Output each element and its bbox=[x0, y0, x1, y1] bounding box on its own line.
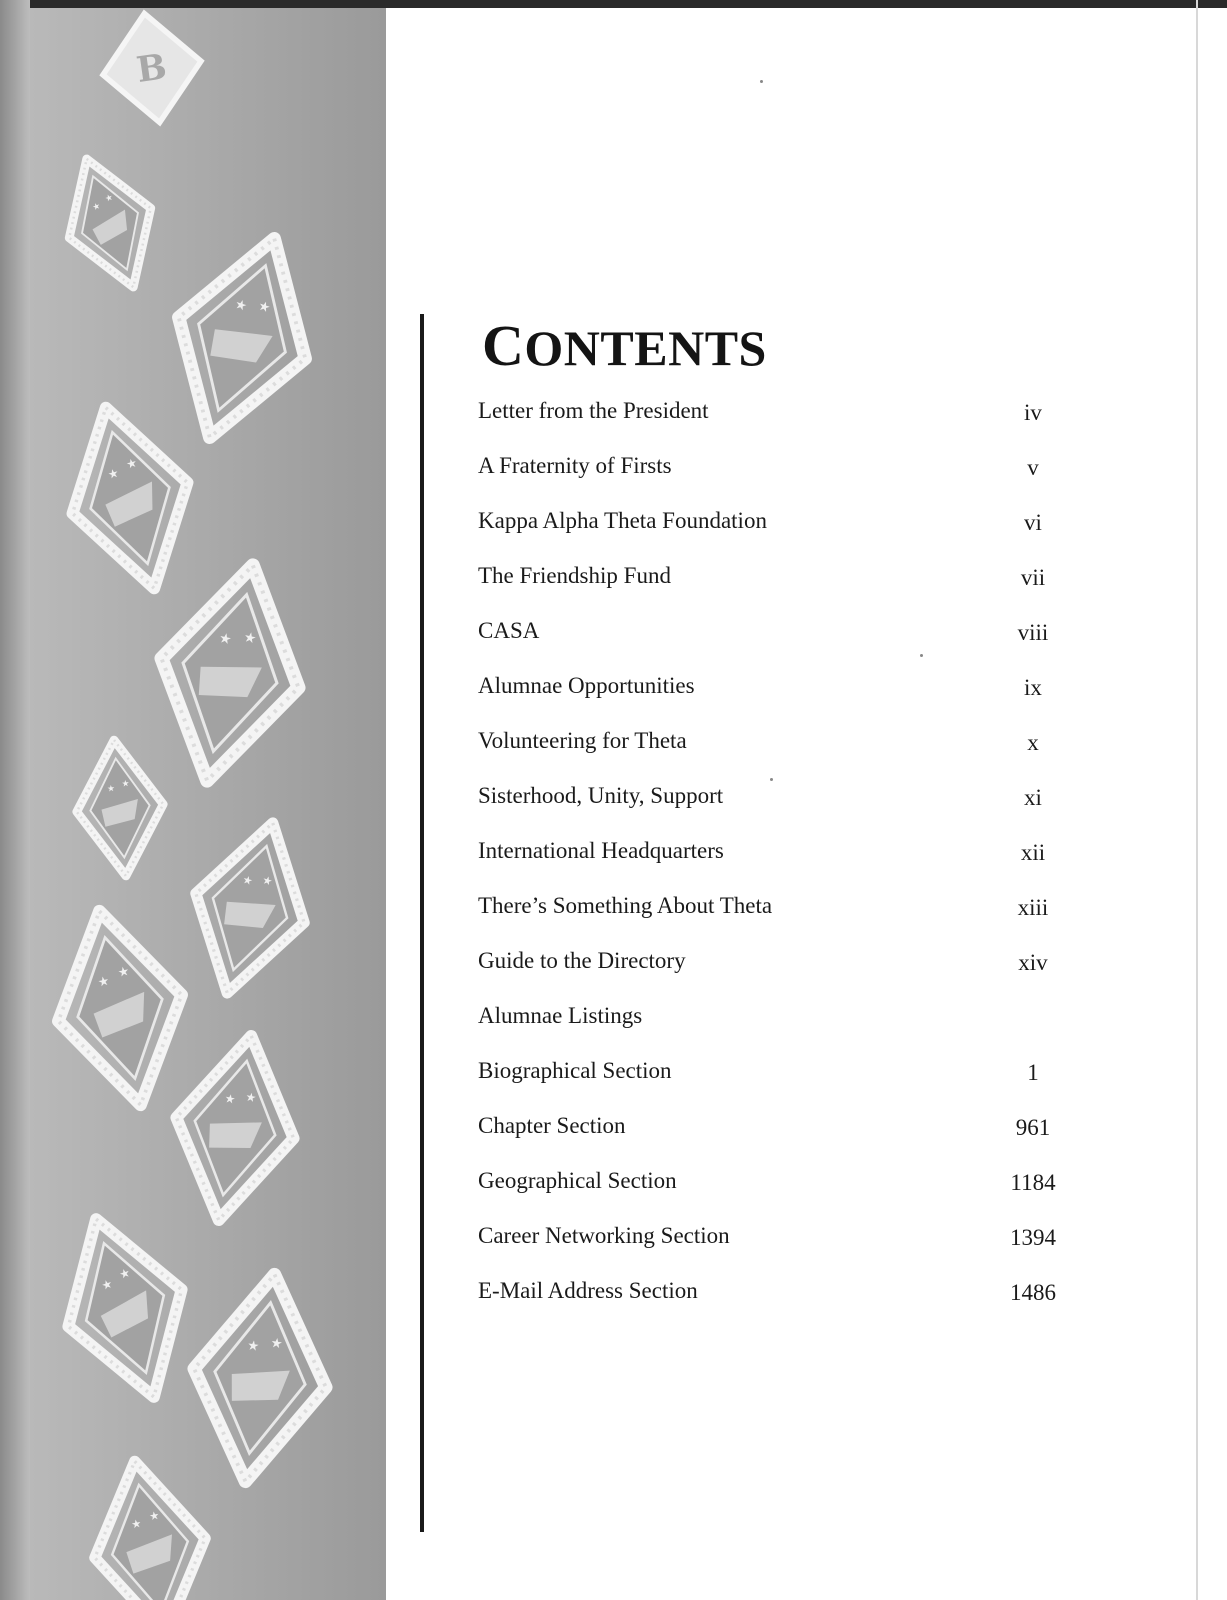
toc-entry bbox=[478, 618, 1078, 673]
scan-speck bbox=[770, 778, 773, 781]
badge-pin-icon bbox=[95, 8, 208, 129]
badge-pin-icon bbox=[71, 736, 169, 879]
badge-pin-icon bbox=[173, 809, 327, 1008]
toc-entry-label: Chapter Section bbox=[478, 1113, 626, 1138]
toc-entry-label: Biographical Section bbox=[478, 1058, 672, 1083]
badge-pin-icon bbox=[38, 898, 202, 1118]
toc-entry bbox=[478, 783, 1078, 838]
toc-entry-page: xiv bbox=[1018, 950, 1048, 975]
table-of-contents bbox=[478, 398, 1078, 1333]
decorative-sidebar bbox=[30, 8, 386, 1600]
toc-entry-label: Volunteering for Theta bbox=[478, 728, 687, 753]
toc-entry-label: CASA bbox=[478, 618, 540, 643]
scan-top-edge bbox=[0, 0, 1227, 8]
toc-entry bbox=[478, 948, 1078, 1003]
toc-entry-page: 1 bbox=[1027, 1060, 1039, 1085]
toc-entry-label: The Friendship Fund bbox=[478, 563, 671, 588]
toc-entry bbox=[478, 508, 1078, 563]
badge-pin-icon bbox=[46, 144, 174, 302]
toc-entry bbox=[478, 893, 1078, 948]
page-title-text: ONTENTS bbox=[524, 320, 767, 376]
toc-entry-label: Letter from the President bbox=[478, 398, 709, 423]
vertical-rule bbox=[420, 314, 424, 1532]
scan-speck bbox=[760, 80, 763, 83]
toc-entry-label: Career Networking Section bbox=[478, 1223, 730, 1248]
badge-pin-icon bbox=[160, 1026, 310, 1231]
toc-entry-label: E-Mail Address Section bbox=[478, 1278, 698, 1303]
toc-entry bbox=[478, 1058, 1078, 1113]
toc-entry bbox=[478, 1223, 1078, 1278]
toc-entry-label: Geographical Section bbox=[478, 1168, 677, 1193]
badge-pin-icon bbox=[146, 218, 337, 458]
toc-entry bbox=[478, 728, 1078, 783]
toc-entry-page: iv bbox=[1024, 400, 1042, 425]
toc-entry-page: xi bbox=[1024, 785, 1042, 810]
badge-pin-icon bbox=[48, 392, 211, 603]
badge-pin-icon bbox=[139, 551, 322, 795]
badge-pins-illustration bbox=[30, 8, 386, 1600]
badge-pin-icon bbox=[80, 1452, 221, 1600]
page-title: CONTENTS bbox=[482, 313, 767, 378]
toc-entry-label: Alumnae Listings bbox=[478, 1003, 643, 1028]
toc-entry-label: Guide to the Directory bbox=[478, 948, 686, 973]
svg-text:B: B bbox=[133, 46, 170, 92]
scan-spine-shadow bbox=[0, 0, 30, 1600]
toc-entry bbox=[478, 453, 1078, 508]
toc-entry-page: vi bbox=[1024, 510, 1042, 535]
toc-entry-page: vii bbox=[1020, 565, 1046, 590]
toc-entry-page: xii bbox=[1020, 840, 1046, 865]
toc-entry-page: 1184 bbox=[1010, 1170, 1056, 1195]
badge-pin-icon bbox=[40, 1201, 211, 1416]
toc-entry bbox=[478, 673, 1078, 728]
toc-entry-label: There’s Something About Theta bbox=[478, 893, 773, 918]
toc-entry bbox=[478, 563, 1078, 618]
toc-entry bbox=[478, 398, 1078, 453]
toc-entry bbox=[478, 838, 1078, 893]
toc-entry-page: v bbox=[1027, 455, 1039, 480]
toc-entry-page: 1394 bbox=[1010, 1225, 1056, 1250]
toc-entry-page: 961 bbox=[1015, 1115, 1051, 1140]
toc-entry bbox=[478, 1168, 1078, 1223]
toc-entry-page: ix bbox=[1024, 675, 1042, 700]
toc-entry-label: International Headquarters bbox=[478, 838, 724, 863]
toc-entry bbox=[478, 1278, 1078, 1333]
toc-entry-label: Sisterhood, Unity, Support bbox=[478, 783, 724, 808]
toc-entry-label: A Fraternity of Firsts bbox=[478, 453, 672, 478]
toc-entry-label: Alumnae Opportunities bbox=[478, 673, 695, 698]
toc-entry bbox=[478, 1003, 1078, 1058]
toc-entry-page: 1486 bbox=[1010, 1280, 1056, 1305]
toc-entry bbox=[478, 1113, 1078, 1168]
toc-entry-label: Kappa Alpha Theta Foundation bbox=[478, 508, 767, 533]
toc-entry-page: x bbox=[1027, 730, 1039, 755]
page-fold-line bbox=[1196, 0, 1198, 1600]
scan-speck bbox=[920, 654, 923, 657]
toc-entry-page: xiii bbox=[1017, 895, 1049, 920]
toc-entry-page: viii bbox=[1017, 620, 1049, 645]
badge-pin-icon bbox=[180, 1265, 341, 1490]
